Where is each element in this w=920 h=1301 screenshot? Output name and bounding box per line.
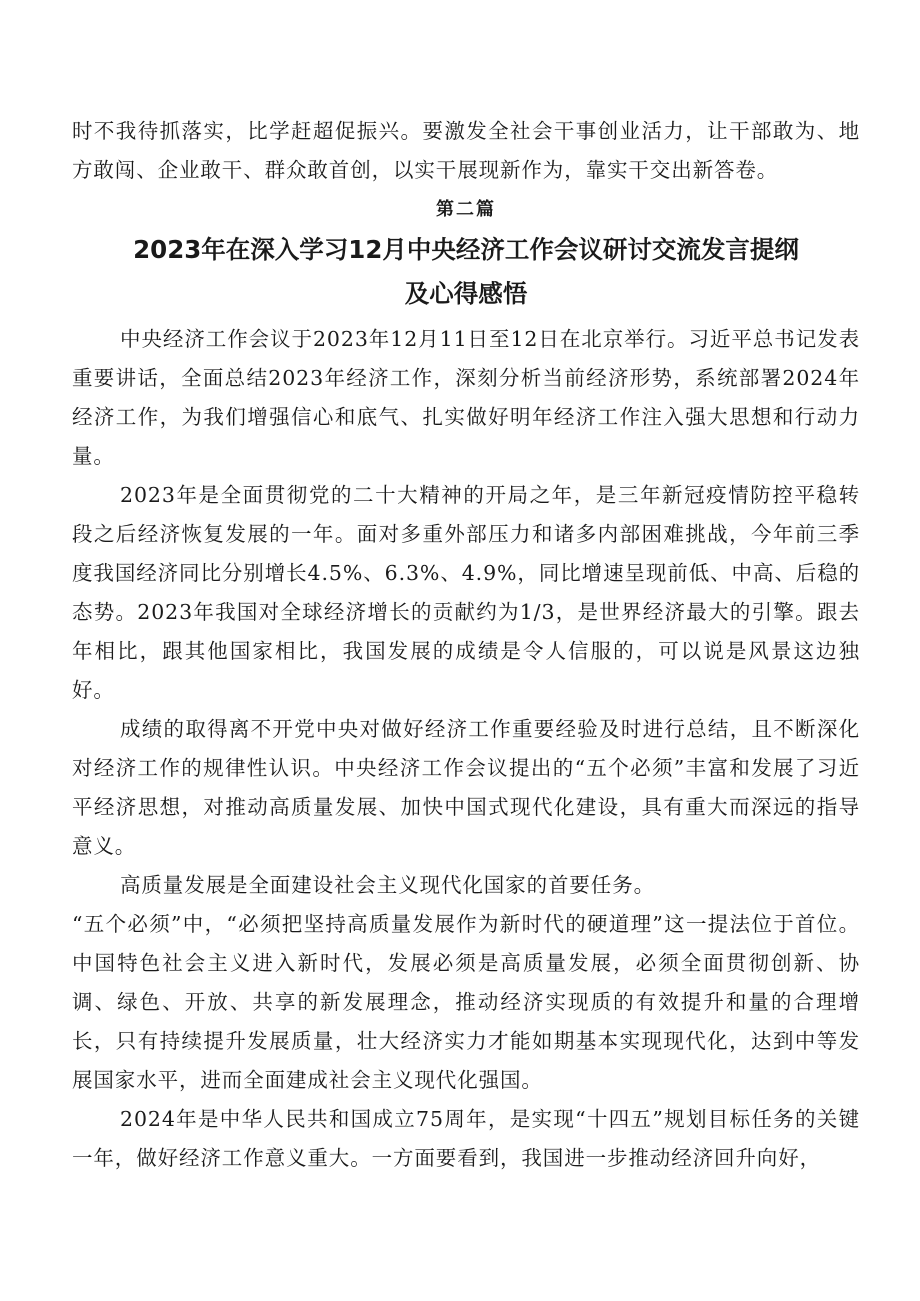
paragraph-2023-economy: 2023年是全面贯彻党的二十大精神的开局之年，是三年新冠疫情防控平稳转段之后经济恢复发展的一年。面对多重外部压力和诸多内部困难挑战，今年前三季度我国经济同比分别增长4.5%、6.3%、4.9%，同比增速呈现前低、中高、后稳的态势。2023年我国对全球经济增长的贡献约为1/3，是世界经济最大的引擎。跟去年相比，跟其他国家相比，我国发展的成绩是令人信服的，可以说是风景这边独好。 [72, 483, 860, 702]
section-label: 第二篇 [436, 199, 496, 220]
paragraph-meeting-intro: 中央经济工作会议于2023年12月11日至12日在北京举行。习近平总书记发表重要讲话，全面总结2023年经济工作，深刻分析当前经济形势，系统部署2024年经济工作，为我们增强信心和底气、扎实做好明年经济工作注入强大思想和行动力量。 [72, 327, 860, 468]
paragraph-achievements: 成绩的取得离不开党中央对做好经济工作重要经验及时进行总结，且不断深化对经济工作的规律性认识。中央经济工作会议提出的“五个必须”丰富和发展了习近平经济思想，对推动高质量发展、加快中国式现代化建设，具有重大而深远的指导意义。 [72, 717, 860, 858]
paragraph-five-musts: “五个必须”中，“必须把坚持高质量发展作为新时代的硬道理”这一提法位于首位。中国特色社会主义进入新时代，发展必须是高质量发展，必须全面贯彻创新、协调、绿色、开放、共享的新发展理念，推动经济实现质的有效提升和量的合理增长，只有持续提升发展质量，壮大经济实力才能如期基本实现现代化，达到中等发展国家水平，进而全面建成社会主义现代化强国。 [72, 912, 860, 1092]
paragraph-2024-outlook: 2024年是中华人民共和国成立75周年，是实现“十四五”规划目标任务的关键一年，做好经济工作意义重大。一方面要看到，我国进一步推动经济回升向好， [72, 1107, 860, 1170]
document-title [72, 228, 860, 316]
title-line-1: 2023年在深入学习12月中央经济工作会议研讨交流发言提纲 [133, 235, 799, 264]
document-body [72, 112, 860, 1178]
paragraph-high-quality-development: 高质量发展是全面建设社会主义现代化国家的首要任务。 [120, 873, 655, 897]
title-line-2: 及心得感悟 [404, 279, 528, 308]
lead-paragraph: 时不我待抓落实，比学赶超促振兴。要激发全社会干事创业活力，让干部敢为、地方敢闯、企业敢干、群众敢首创，以实干展现新作为，靠实干交出新答卷。 [72, 119, 860, 182]
